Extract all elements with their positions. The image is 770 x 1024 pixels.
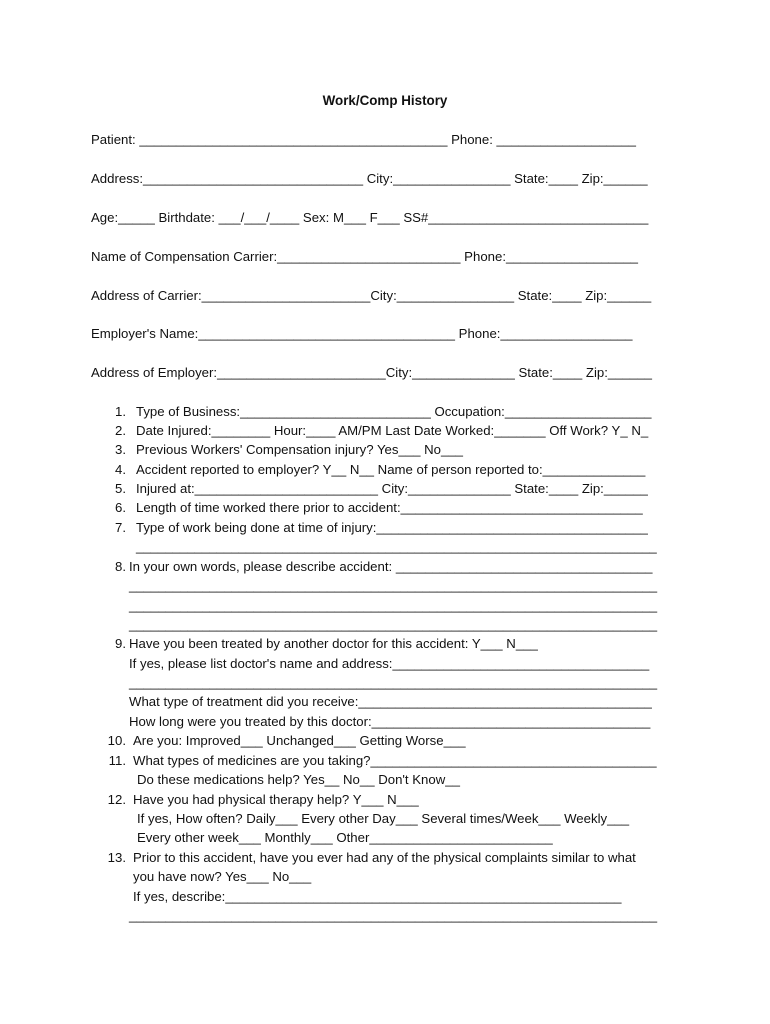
- employer-name-field[interactable]: Employer's Name:___________________________________ Phone:__________________: [91, 326, 633, 341]
- item-number: 3.: [115, 442, 126, 457]
- medicines-field[interactable]: What types of medicines are you taking?_______________________________________: [133, 753, 657, 768]
- blank-line[interactable]: _______________________________________________________________________: [136, 539, 657, 554]
- blank-line[interactable]: ________________________________________________________________________: [129, 598, 658, 613]
- age-field[interactable]: Age:_____ Birthdate: ___/___/____ Sex: M___ F___ SS#______________________________: [91, 210, 649, 225]
- question-number: 12.: [107, 792, 126, 807]
- item-date-injured-field[interactable]: Date Injured:________ Hour:____ AM/PM Last Date Worked:_______ Off Work? Y_ N_: [136, 423, 649, 438]
- employer-address-field[interactable]: Address of Employer:_______________________City:______________ State:____ Zip:______: [91, 365, 652, 380]
- blank-line[interactable]: ________________________________________________________________________: [129, 617, 658, 632]
- form-title: Work/Comp History: [322, 93, 448, 108]
- question-number: 13.: [107, 850, 126, 865]
- physical-therapy-field[interactable]: Have you had physical therapy help? Y___ N___: [133, 792, 419, 807]
- blank-line[interactable]: ________________________________________________________________________: [129, 675, 658, 690]
- treatment-length-field[interactable]: How long were you treated by this doctor:______________________________________: [129, 714, 651, 729]
- question-number: 11.: [108, 753, 126, 768]
- item-number: 4.: [115, 462, 126, 477]
- treatment-type-field[interactable]: What type of treatment did you receive:________________________________________: [129, 694, 652, 709]
- question-number: 9.: [115, 636, 126, 651]
- question-number: 8.: [115, 559, 126, 574]
- item-number: 5.: [115, 481, 126, 496]
- question-number: 10.: [107, 733, 126, 748]
- item-number: 6.: [115, 500, 126, 515]
- medications-help-field[interactable]: Do these medications help? Yes__ No__ Don't Know__: [137, 772, 460, 787]
- therapy-frequency-other-field[interactable]: Every other week___ Monthly___ Other_________________________: [137, 830, 553, 845]
- prior-complaints-field[interactable]: you have now? Yes___ No___: [133, 869, 312, 884]
- item-number: 2.: [115, 423, 126, 438]
- item-previous-injury-field[interactable]: Previous Workers' Compensation injury? Yes___ No___: [136, 442, 464, 457]
- condition-field[interactable]: Are you: Improved___ Unchanged___ Getting Worse___: [133, 733, 466, 748]
- blank-line[interactable]: ________________________________________________________________________: [129, 578, 658, 593]
- item-type-work-field[interactable]: Type of work being done at time of injury:_____________________________________: [136, 520, 648, 535]
- prior-complaints-describe-field[interactable]: If yes, describe:______________________________________________________: [133, 889, 622, 904]
- item-business-field[interactable]: Type of Business:__________________________ Occupation:____________________: [136, 404, 652, 419]
- blank-line[interactable]: ________________________________________________________________________: [129, 908, 658, 923]
- item-injured-at-field[interactable]: Injured at:_________________________ City:______________ State:____ Zip:______: [136, 481, 648, 496]
- item-reported-field[interactable]: Accident reported to employer? Y__ N__ Name of person reported to:______________: [136, 462, 646, 477]
- item-number: 7.: [115, 520, 126, 535]
- carrier-name-field[interactable]: Name of Compensation Carrier:_________________________ Phone:__________________: [91, 249, 638, 264]
- patient-field[interactable]: Patient: __________________________________________ Phone: ___________________: [91, 132, 636, 147]
- other-doctor-field[interactable]: Have you been treated by another doctor for this accident: Y___ N___: [129, 636, 538, 651]
- item-number: 1.: [115, 404, 126, 419]
- item-length-worked-field[interactable]: Length of time worked there prior to accident:_________________________________: [136, 500, 643, 515]
- prior-complaints-question: Prior to this accident, have you ever had any of the physical complaints similar to what: [133, 850, 636, 865]
- doctor-address-field[interactable]: If yes, please list doctor's name and address:___________________________________: [129, 656, 650, 671]
- carrier-address-field[interactable]: Address of Carrier:_______________________City:________________ State:____ Zip:______: [91, 288, 652, 303]
- address-field[interactable]: Address:______________________________ City:________________ State:____ Zip:______: [91, 171, 648, 186]
- describe-accident-field[interactable]: In your own words, please describe accident: ___________________________________: [129, 559, 653, 574]
- therapy-frequency-field[interactable]: If yes, How often? Daily___ Every other Day___ Several times/Week___ Weekly___: [137, 811, 630, 826]
